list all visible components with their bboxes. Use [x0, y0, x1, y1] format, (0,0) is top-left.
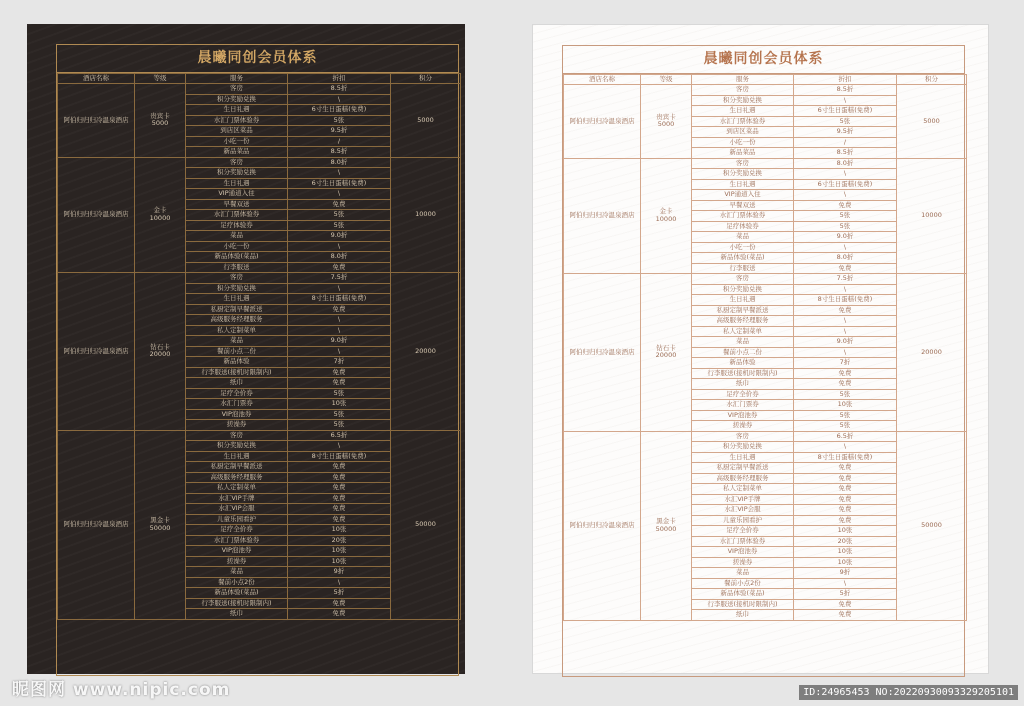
- service-cell: VIP泡池券: [186, 409, 288, 420]
- service-cell: 客房: [692, 274, 794, 285]
- discount-cell: 5张: [794, 221, 897, 232]
- points-cell: 10000: [391, 157, 461, 273]
- service-cell: 生日礼遇: [692, 452, 794, 463]
- level-name: 钻石卡: [656, 343, 676, 352]
- service-cell: 高级服务经理服务: [692, 316, 794, 327]
- discount-cell: 6寸生日蛋糕(免费): [288, 178, 391, 189]
- discount-cell: \: [794, 284, 897, 295]
- points-cell: 10000: [897, 158, 967, 274]
- header-hotel: 酒店名称: [564, 75, 641, 85]
- discount-cell: 10张: [794, 557, 897, 568]
- discount-cell: \: [288, 315, 391, 326]
- discount-cell: 8.0折: [794, 158, 897, 169]
- service-cell: 积分奖励兑换: [692, 284, 794, 295]
- discount-cell: \: [794, 95, 897, 106]
- discount-cell: \: [288, 283, 391, 294]
- service-cell: 餐前小点2份: [186, 577, 288, 588]
- hotel-name-cell: 阿伯归归归冷温泉酒店: [58, 157, 135, 273]
- discount-cell: 8.0折: [288, 252, 391, 263]
- level-cell: [135, 84, 186, 158]
- level-name: 钻石卡: [150, 342, 170, 351]
- service-cell: 客房: [186, 157, 288, 168]
- service-cell: 纸巾: [186, 609, 288, 620]
- discount-cell: 5张: [794, 116, 897, 127]
- discount-cell: 20张: [794, 536, 897, 547]
- service-cell: 小吃一份: [692, 137, 794, 148]
- level-number: 20000: [655, 351, 677, 360]
- service-cell: 儿童乐园看护: [186, 514, 288, 525]
- service-cell: 菜品: [186, 231, 288, 242]
- site-watermark: 昵图网 www.nipic.com: [12, 680, 231, 700]
- discount-cell: \: [794, 578, 897, 589]
- discount-cell: 免费: [794, 505, 897, 516]
- table-row: [58, 430, 461, 441]
- header-service: 服务: [186, 74, 288, 84]
- header-service: 服务: [692, 75, 794, 85]
- discount-cell: 7折: [288, 357, 391, 368]
- discount-cell: \: [288, 189, 391, 200]
- service-cell: 生日礼遇: [692, 295, 794, 306]
- level-number: 50000: [149, 523, 171, 532]
- level-cell: [135, 273, 186, 431]
- service-cell: 水汇VIP手牌: [692, 494, 794, 505]
- discount-cell: \: [794, 442, 897, 453]
- table-row: [564, 431, 967, 442]
- discount-cell: 10张: [288, 546, 391, 557]
- discount-cell: 8寸生日蛋糕(免费): [794, 452, 897, 463]
- discount-cell: \: [288, 94, 391, 105]
- discount-cell: 8寸生日蛋糕(免费): [288, 294, 391, 305]
- service-cell: 私厨定制早餐派送: [692, 463, 794, 474]
- dark-frame: [56, 44, 459, 676]
- discount-cell: 免费: [288, 199, 391, 210]
- service-cell: 水汇门票券: [186, 399, 288, 410]
- service-cell: 客房: [186, 273, 288, 284]
- discount-cell: 免费: [794, 463, 897, 474]
- service-cell: 新品体验(菜品): [692, 589, 794, 600]
- discount-cell: 6.5折: [288, 430, 391, 441]
- discount-cell: 6.5折: [794, 431, 897, 442]
- service-cell: 积分奖励兑换: [186, 168, 288, 179]
- service-cell: 早餐双送: [186, 199, 288, 210]
- level-name: 贵宾卡: [150, 111, 170, 120]
- discount-cell: 5张: [288, 420, 391, 431]
- discount-cell: 免费: [288, 609, 391, 620]
- discount-cell: 免费: [288, 472, 391, 483]
- discount-cell: 免费: [288, 483, 391, 494]
- service-cell: 私人定制菜单: [186, 325, 288, 336]
- hotel-name-cell: 阿伯归归归冷温泉酒店: [564, 274, 641, 432]
- discount-cell: 免费: [288, 304, 391, 315]
- service-cell: 高级服务经理服务: [186, 472, 288, 483]
- discount-cell: 5折: [794, 589, 897, 600]
- points-cell: 5000: [391, 84, 461, 158]
- discount-cell: 10张: [288, 556, 391, 567]
- service-cell: 生日礼遇: [692, 106, 794, 117]
- service-cell: 小吃一份: [186, 136, 288, 147]
- level-number: 10000: [655, 214, 677, 223]
- table-row: [58, 84, 461, 95]
- table-row: [564, 85, 967, 96]
- discount-cell: \: [288, 168, 391, 179]
- service-cell: 行李服送(接机时限制内): [692, 368, 794, 379]
- service-cell: 纸巾: [692, 379, 794, 390]
- service-cell: 客房: [692, 431, 794, 442]
- discount-cell: 5张: [794, 211, 897, 222]
- service-cell: 足疗体验券: [692, 221, 794, 232]
- level-cell: [641, 85, 692, 159]
- discount-cell: 免费: [288, 514, 391, 525]
- service-cell: 水汇门票体验券: [692, 116, 794, 127]
- discount-cell: 免费: [794, 263, 897, 274]
- discount-cell: \: [794, 169, 897, 180]
- discount-cell: 9折: [794, 568, 897, 579]
- dark-poster: [27, 24, 465, 674]
- discount-cell: 5张: [288, 388, 391, 399]
- discount-cell: \: [794, 326, 897, 337]
- points-cell: 5000: [897, 85, 967, 159]
- discount-cell: 9.0折: [288, 231, 391, 242]
- points-cell: 50000: [897, 431, 967, 620]
- level-name: 贵宾卡: [656, 112, 676, 121]
- discount-cell: 7.5折: [288, 273, 391, 284]
- discount-cell: 免费: [288, 378, 391, 389]
- membership-table: [563, 74, 967, 621]
- discount-cell: 8.5折: [288, 84, 391, 95]
- service-cell: 水汇门票体验券: [692, 536, 794, 547]
- discount-cell: 免费: [794, 368, 897, 379]
- discount-cell: 6寸生日蛋糕(免费): [288, 105, 391, 116]
- service-cell: 搓澡券: [186, 556, 288, 567]
- service-cell: 积分奖励兑换: [186, 283, 288, 294]
- service-cell: 小吃一份: [692, 242, 794, 253]
- header-discount: 折扣: [794, 75, 897, 85]
- discount-cell: 免费: [794, 305, 897, 316]
- service-cell: 高级服务经理服务: [186, 315, 288, 326]
- discount-cell: 5折: [288, 588, 391, 599]
- header-points: 积分: [391, 74, 461, 84]
- service-cell: 水汇VIP会服: [186, 504, 288, 515]
- service-cell: 行李服送(接机时限制内): [186, 598, 288, 609]
- header-level: 等级: [641, 75, 692, 85]
- discount-cell: 7.5折: [794, 274, 897, 285]
- table-header-row: [564, 75, 967, 85]
- discount-cell: 免费: [288, 367, 391, 378]
- discount-cell: 6寸生日蛋糕(免费): [794, 179, 897, 190]
- discount-cell: 8.5折: [794, 85, 897, 96]
- image-id-watermark: ID:24965453 NO:20220930093329205101: [799, 685, 1018, 700]
- service-cell: 纸巾: [186, 378, 288, 389]
- level-name: 金卡: [153, 206, 167, 215]
- discount-cell: 免费: [794, 473, 897, 484]
- hotel-name-cell: 阿伯归归归冷温泉酒店: [58, 84, 135, 158]
- service-cell: 水汇VIP会服: [692, 505, 794, 516]
- discount-cell: 10张: [794, 526, 897, 537]
- header-hotel: 酒店名称: [58, 74, 135, 84]
- service-cell: 积分奖励兑换: [186, 94, 288, 105]
- level-cell: [641, 431, 692, 620]
- level-number: 5000: [657, 120, 675, 129]
- discount-cell: 免费: [288, 462, 391, 473]
- service-cell: 客房: [692, 158, 794, 169]
- discount-cell: 8.5折: [288, 147, 391, 158]
- discount-cell: 免费: [288, 598, 391, 609]
- level-name: 黑金卡: [656, 517, 676, 525]
- service-cell: 餐前小点2份: [692, 578, 794, 589]
- service-cell: 小吃一份: [186, 241, 288, 252]
- level-number: 10000: [149, 213, 171, 222]
- table-row: [58, 273, 461, 284]
- discount-cell: 5张: [288, 210, 391, 221]
- service-cell: 儿童乐园看护: [692, 515, 794, 526]
- service-cell: 客房: [692, 85, 794, 96]
- service-cell: 私厨定制早餐派送: [186, 462, 288, 473]
- discount-cell: 6寸生日蛋糕(免费): [794, 106, 897, 117]
- service-cell: 水汇门票体验券: [186, 535, 288, 546]
- discount-cell: 10张: [288, 525, 391, 536]
- discount-cell: 10张: [794, 400, 897, 411]
- discount-cell: 10张: [288, 399, 391, 410]
- discount-cell: 5张: [794, 421, 897, 432]
- discount-cell: 7折: [794, 358, 897, 369]
- service-cell: 私人定制菜单: [692, 484, 794, 495]
- service-cell: 搓澡券: [692, 557, 794, 568]
- discount-cell: 8.0折: [794, 253, 897, 264]
- service-cell: 到店区菜品: [186, 126, 288, 137]
- service-cell: 水汇门票体验券: [186, 115, 288, 126]
- service-cell: 菜品: [186, 567, 288, 578]
- hotel-name-cell: 阿伯归归归冷温泉酒店: [564, 158, 641, 274]
- service-cell: 积分奖励兑换: [692, 95, 794, 106]
- service-cell: 搓澡券: [692, 421, 794, 432]
- points-cell: 50000: [391, 430, 461, 619]
- service-cell: 足疗体验券: [186, 220, 288, 231]
- discount-cell: \: [794, 190, 897, 201]
- service-cell: 客房: [186, 430, 288, 441]
- service-cell: 行李服送: [186, 262, 288, 273]
- service-cell: VIP泡池券: [692, 410, 794, 421]
- hotel-name-cell: 阿伯归归归冷温泉酒店: [564, 431, 641, 620]
- service-cell: 菜品: [692, 232, 794, 243]
- discount-cell: 免费: [794, 200, 897, 211]
- service-cell: 私厨定制早餐派送: [186, 304, 288, 315]
- poster-title: 晨曦同创会员体系: [57, 45, 458, 73]
- level-number: 50000: [655, 524, 677, 533]
- service-cell: 新品体验: [692, 358, 794, 369]
- service-cell: 高级服务经理服务: [692, 473, 794, 484]
- service-cell: 积分奖励兑换: [186, 441, 288, 452]
- discount-cell: 8寸生日蛋糕(免费): [794, 295, 897, 306]
- discount-cell: \: [288, 441, 391, 452]
- service-cell: 餐前小点二份: [692, 347, 794, 358]
- discount-cell: \: [794, 242, 897, 253]
- discount-cell: 免费: [794, 515, 897, 526]
- discount-cell: 8.0折: [288, 157, 391, 168]
- discount-cell: 9.5折: [288, 126, 391, 137]
- discount-cell: \: [288, 346, 391, 357]
- discount-cell: \: [288, 241, 391, 252]
- hotel-name-cell: 阿伯归归归冷温泉酒店: [564, 85, 641, 159]
- level-cell: [641, 158, 692, 274]
- level-name: 黑金卡: [150, 516, 170, 524]
- light-frame: [562, 45, 965, 677]
- discount-cell: 5张: [288, 220, 391, 231]
- service-cell: 积分奖励兑换: [692, 169, 794, 180]
- service-cell: 积分奖励兑换: [692, 442, 794, 453]
- table-row: [564, 274, 967, 285]
- hotel-name-cell: 阿伯归归归冷温泉酒店: [58, 430, 135, 619]
- discount-cell: 8寸生日蛋糕(免费): [288, 451, 391, 462]
- service-cell: 行李服送: [692, 263, 794, 274]
- service-cell: 水汇门票体验券: [692, 211, 794, 222]
- discount-cell: \: [794, 316, 897, 327]
- service-cell: 足疗全价券: [186, 525, 288, 536]
- discount-cell: 免费: [794, 484, 897, 495]
- service-cell: 水汇门票券: [692, 400, 794, 411]
- service-cell: 私人定制菜单: [186, 483, 288, 494]
- discount-cell: 免费: [288, 262, 391, 273]
- table-header-row: [58, 74, 461, 84]
- service-cell: 足疗全价券: [692, 389, 794, 400]
- discount-cell: 9折: [288, 567, 391, 578]
- discount-cell: 9.0折: [288, 336, 391, 347]
- discount-cell: 5张: [288, 409, 391, 420]
- service-cell: 菜品: [186, 336, 288, 347]
- table-row: [564, 158, 967, 169]
- hotel-name-cell: 阿伯归归归冷温泉酒店: [58, 273, 135, 431]
- discount-cell: 免费: [288, 504, 391, 515]
- level-name: 金卡: [659, 207, 673, 216]
- service-cell: 生日礼遇: [186, 451, 288, 462]
- discount-cell: 免费: [794, 610, 897, 621]
- level-number: 20000: [149, 350, 171, 359]
- service-cell: 菜品: [692, 337, 794, 348]
- service-cell: 生日礼遇: [186, 105, 288, 116]
- discount-cell: \: [794, 347, 897, 358]
- discount-cell: 9.0折: [794, 337, 897, 348]
- service-cell: 新品体验(菜品): [692, 253, 794, 264]
- points-cell: 20000: [897, 274, 967, 432]
- discount-cell: 9.5折: [794, 127, 897, 138]
- service-cell: 餐前小点二份: [186, 346, 288, 357]
- points-cell: 20000: [391, 273, 461, 431]
- discount-cell: \: [288, 325, 391, 336]
- discount-cell: 5张: [794, 410, 897, 421]
- service-cell: 水汇VIP手牌: [186, 493, 288, 504]
- service-cell: 足疗全价券: [186, 388, 288, 399]
- header-points: 积分: [897, 75, 967, 85]
- table-row: [58, 157, 461, 168]
- service-cell: 新品体验(菜品): [186, 252, 288, 263]
- discount-cell: 5张: [288, 115, 391, 126]
- service-cell: 新品菜品: [692, 148, 794, 159]
- discount-cell: /: [794, 137, 897, 148]
- discount-cell: 5张: [794, 389, 897, 400]
- service-cell: 私厨定制早餐派送: [692, 305, 794, 316]
- light-poster: [532, 24, 989, 674]
- poster-title: 晨曦同创会员体系: [563, 46, 964, 74]
- discount-cell: 免费: [288, 493, 391, 504]
- service-cell: 生日礼遇: [186, 178, 288, 189]
- service-cell: 新品体验(菜品): [186, 588, 288, 599]
- level-cell: [135, 430, 186, 619]
- discount-cell: 20张: [288, 535, 391, 546]
- service-cell: 水汇门票体验券: [186, 210, 288, 221]
- service-cell: 行李服送(接机时限制内): [692, 599, 794, 610]
- service-cell: VIP泡池券: [692, 547, 794, 558]
- service-cell: 搓澡券: [186, 420, 288, 431]
- service-cell: 生日礼遇: [692, 179, 794, 190]
- level-cell: [641, 274, 692, 432]
- service-cell: 早餐双送: [692, 200, 794, 211]
- service-cell: VIP通道入住: [692, 190, 794, 201]
- discount-cell: 9.0折: [794, 232, 897, 243]
- service-cell: 到店区菜品: [692, 127, 794, 138]
- service-cell: VIP泡池券: [186, 546, 288, 557]
- service-cell: 生日礼遇: [186, 294, 288, 305]
- service-cell: 私人定制菜单: [692, 326, 794, 337]
- service-cell: 行李服送(接机时限制内): [186, 367, 288, 378]
- service-cell: 客房: [186, 84, 288, 95]
- discount-cell: \: [288, 577, 391, 588]
- service-cell: 新品体验: [186, 357, 288, 368]
- header-discount: 折扣: [288, 74, 391, 84]
- level-number: 5000: [151, 119, 169, 128]
- level-cell: [135, 157, 186, 273]
- discount-cell: /: [288, 136, 391, 147]
- discount-cell: 10张: [794, 547, 897, 558]
- service-cell: 菜品: [692, 568, 794, 579]
- service-cell: 足疗全价券: [692, 526, 794, 537]
- service-cell: 新品菜品: [186, 147, 288, 158]
- discount-cell: 8.5折: [794, 148, 897, 159]
- discount-cell: 免费: [794, 494, 897, 505]
- membership-table: [57, 73, 461, 620]
- service-cell: 纸巾: [692, 610, 794, 621]
- discount-cell: 免费: [794, 379, 897, 390]
- discount-cell: 免费: [794, 599, 897, 610]
- header-level: 等级: [135, 74, 186, 84]
- service-cell: VIP通道入住: [186, 189, 288, 200]
